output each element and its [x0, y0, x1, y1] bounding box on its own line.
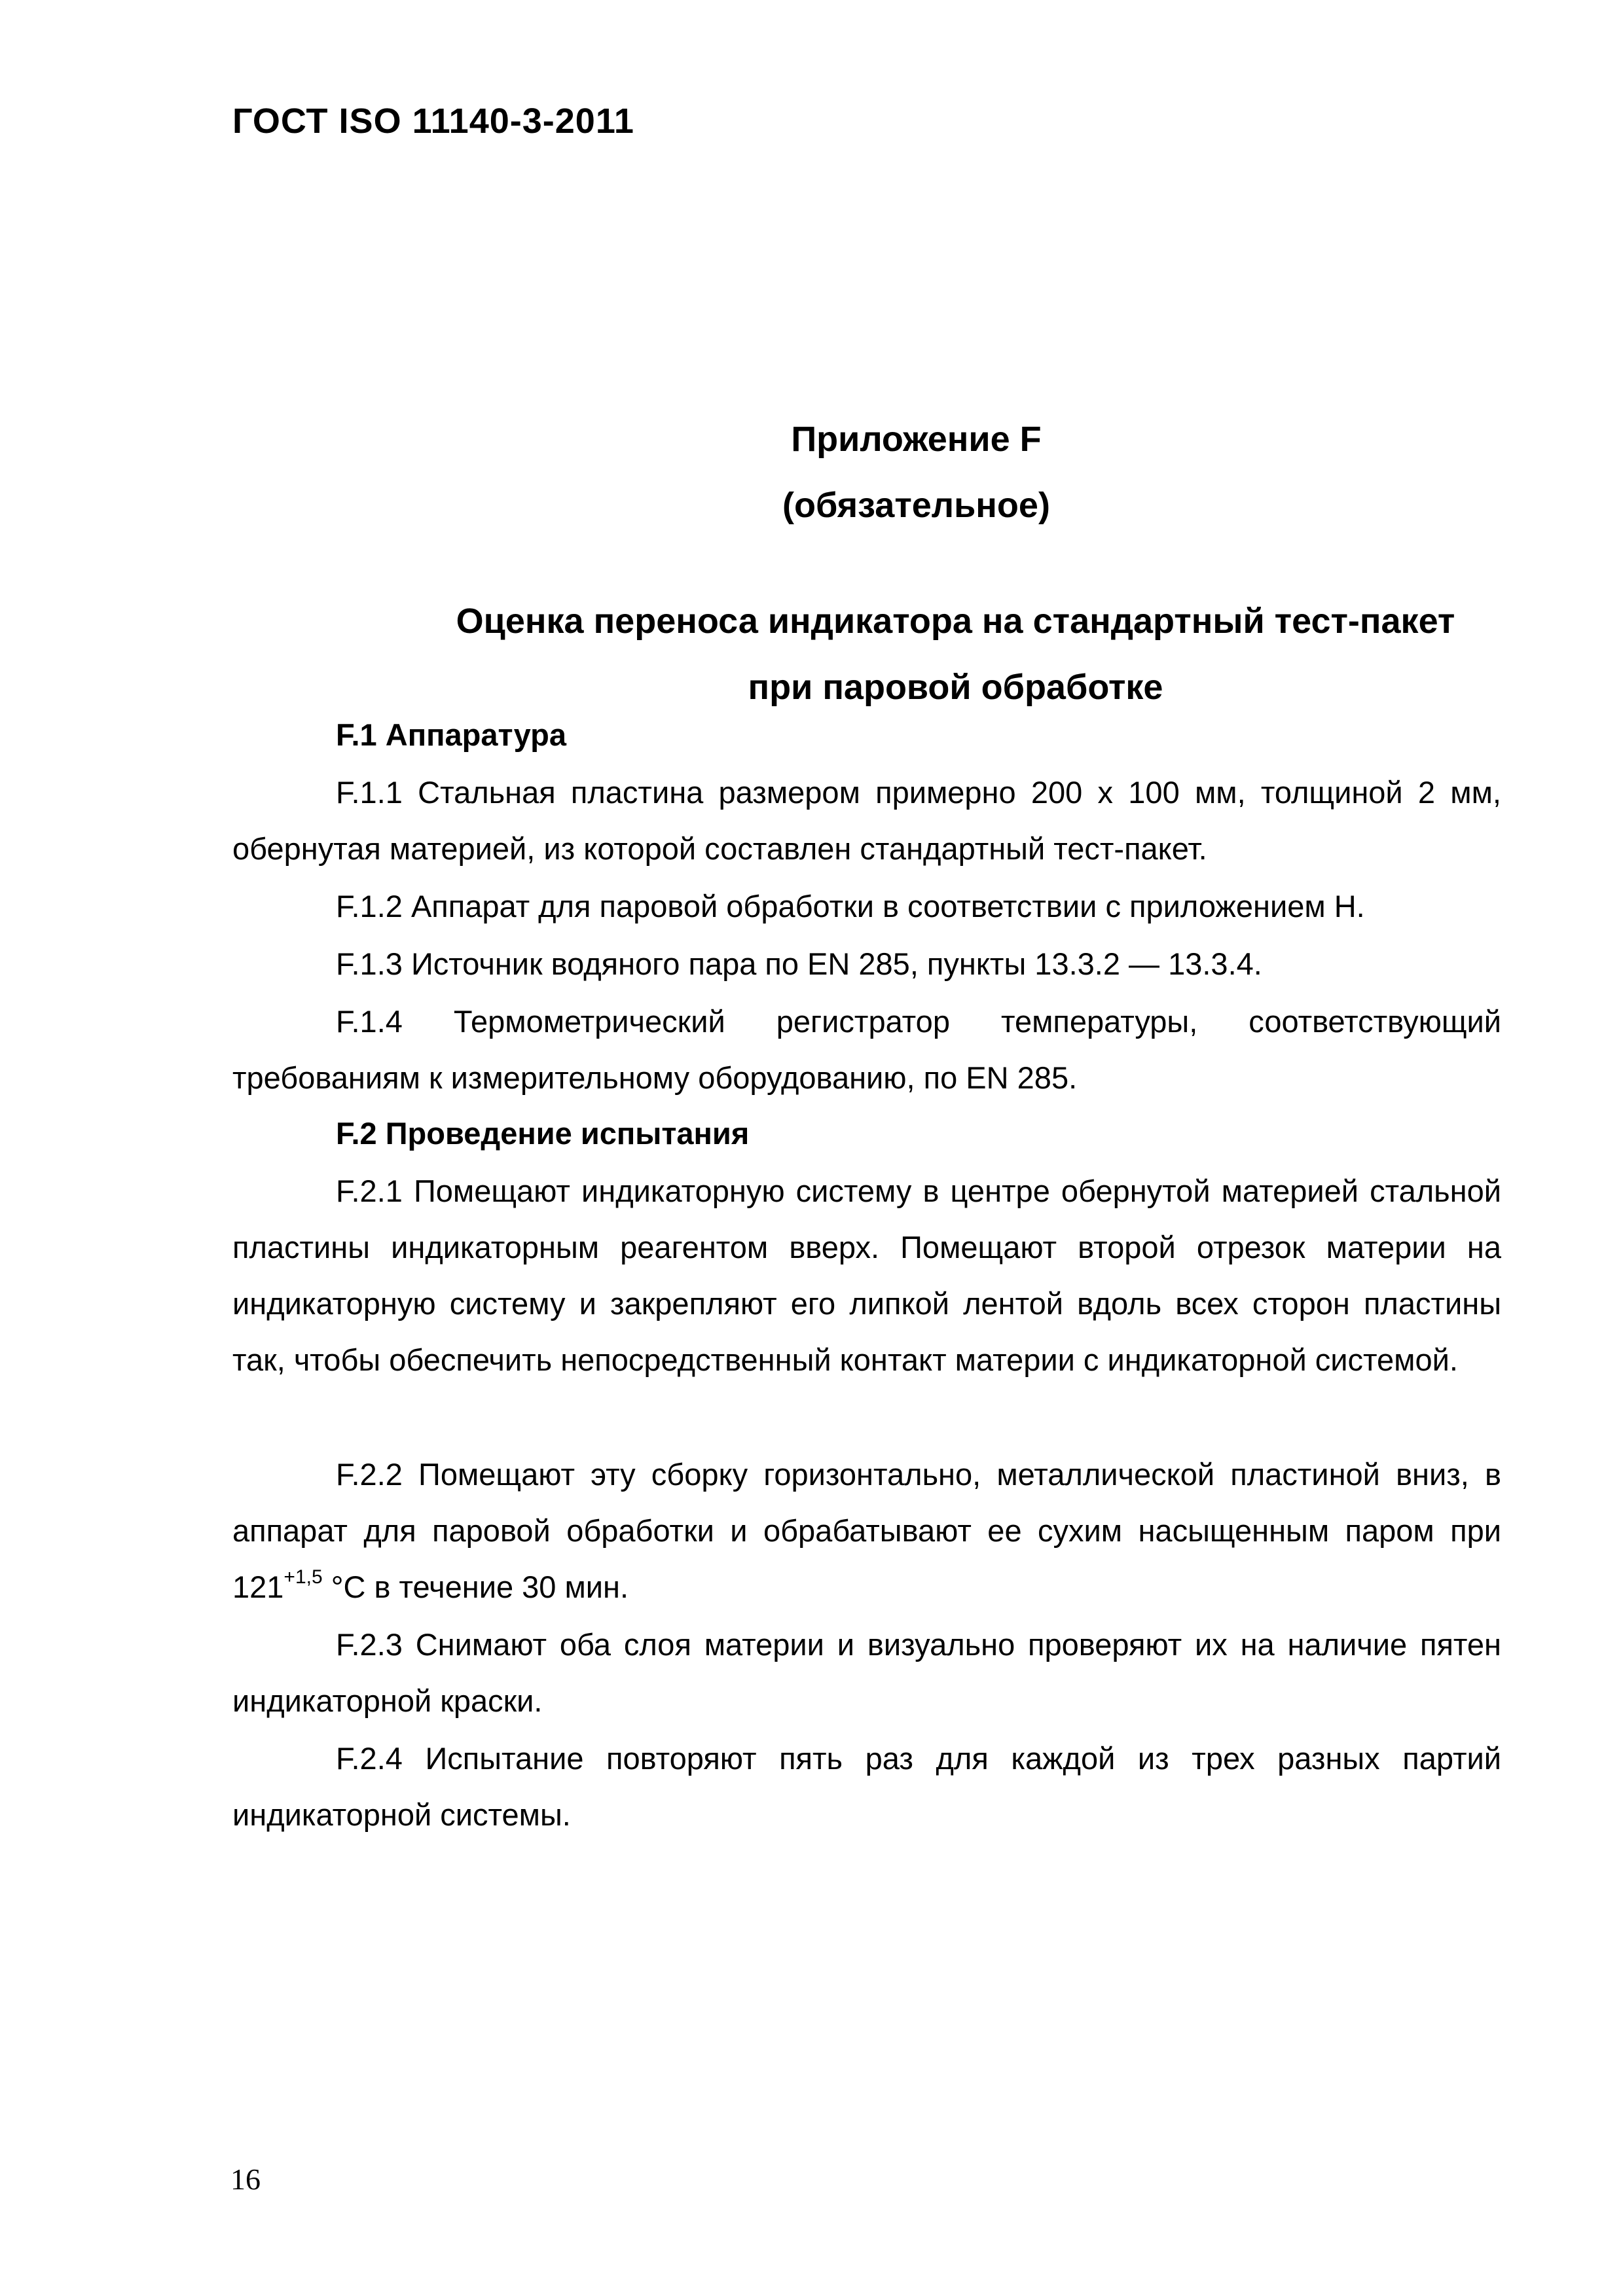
paragraph-f2-4: F.2.4 Испытание повторяют пять раз для каждой из трех разных партий индикаторной системы.	[232, 1741, 1501, 1832]
temperature-tolerance: +1,5	[283, 1566, 323, 1588]
paragraph-f1-2: F.1.2 Аппарат для паровой обработки в соответствии с приложением Н.	[336, 889, 1365, 924]
annex-status: (обязательное)	[782, 486, 1050, 525]
paragraph-f2-2	[232, 1446, 1501, 1615]
paragraph-f1-3: F.1.3 Источник водяного пара по EN 285, пункты 13.3.2 — 13.3.4.	[336, 946, 1262, 981]
section-title-f2: F.2 Проведение испытания	[336, 1116, 750, 1151]
annex-heading-line-1: Оценка переноса индикатора на стандартный тест-пакет	[456, 601, 1455, 641]
paragraph-f1-4: F.1.4 Термометрический регистратор температуры, соответствующий требованиям к измерительному оборудованию, по EN 285.	[232, 1004, 1501, 1095]
annex-title: Приложение F	[791, 420, 1042, 459]
page-number: 16	[230, 2162, 261, 2196]
annex-heading-line-2: при паровой обработке	[748, 668, 1163, 707]
paragraph-f1-1: F.1.1 Стальная пластина размером примерно 200 х 100 мм, толщиной 2 мм, обернутая материей, из которой составлен стандартный тест-пакет.	[232, 775, 1501, 866]
paragraph-f2-1: F.2.1 Помещают индикаторную систему в центре обернутой материей стальной пластины индикаторным реагентом вверх. Помещают второй отрезок материи на индикаторную систему и закрепляют его липкой лентой вдоль всех сторон пластины так, чтобы обеспечить непосредственный контакт материи с индикаторной системой.	[232, 1174, 1501, 1377]
section-title-f1: F.1 Аппаратура	[336, 717, 567, 752]
paragraph-f2-3: F.2.3 Снимают оба слоя материи и визуально проверяют их на наличие пятен индикаторной краски.	[232, 1627, 1501, 1718]
paragraph-f2-2-text: F.2.2 Помещают эту сборку горизонтально, металлической пластиной вниз, в аппарат для паровой обработки и обрабатывают ее сухим насыщенным паром при 121	[232, 1457, 1501, 1604]
paragraph-f2-2-text-end: °С в течение 30 мин.	[322, 1570, 629, 1604]
document-code-header: ГОСТ ISO 11140-3-2011	[232, 101, 634, 141]
